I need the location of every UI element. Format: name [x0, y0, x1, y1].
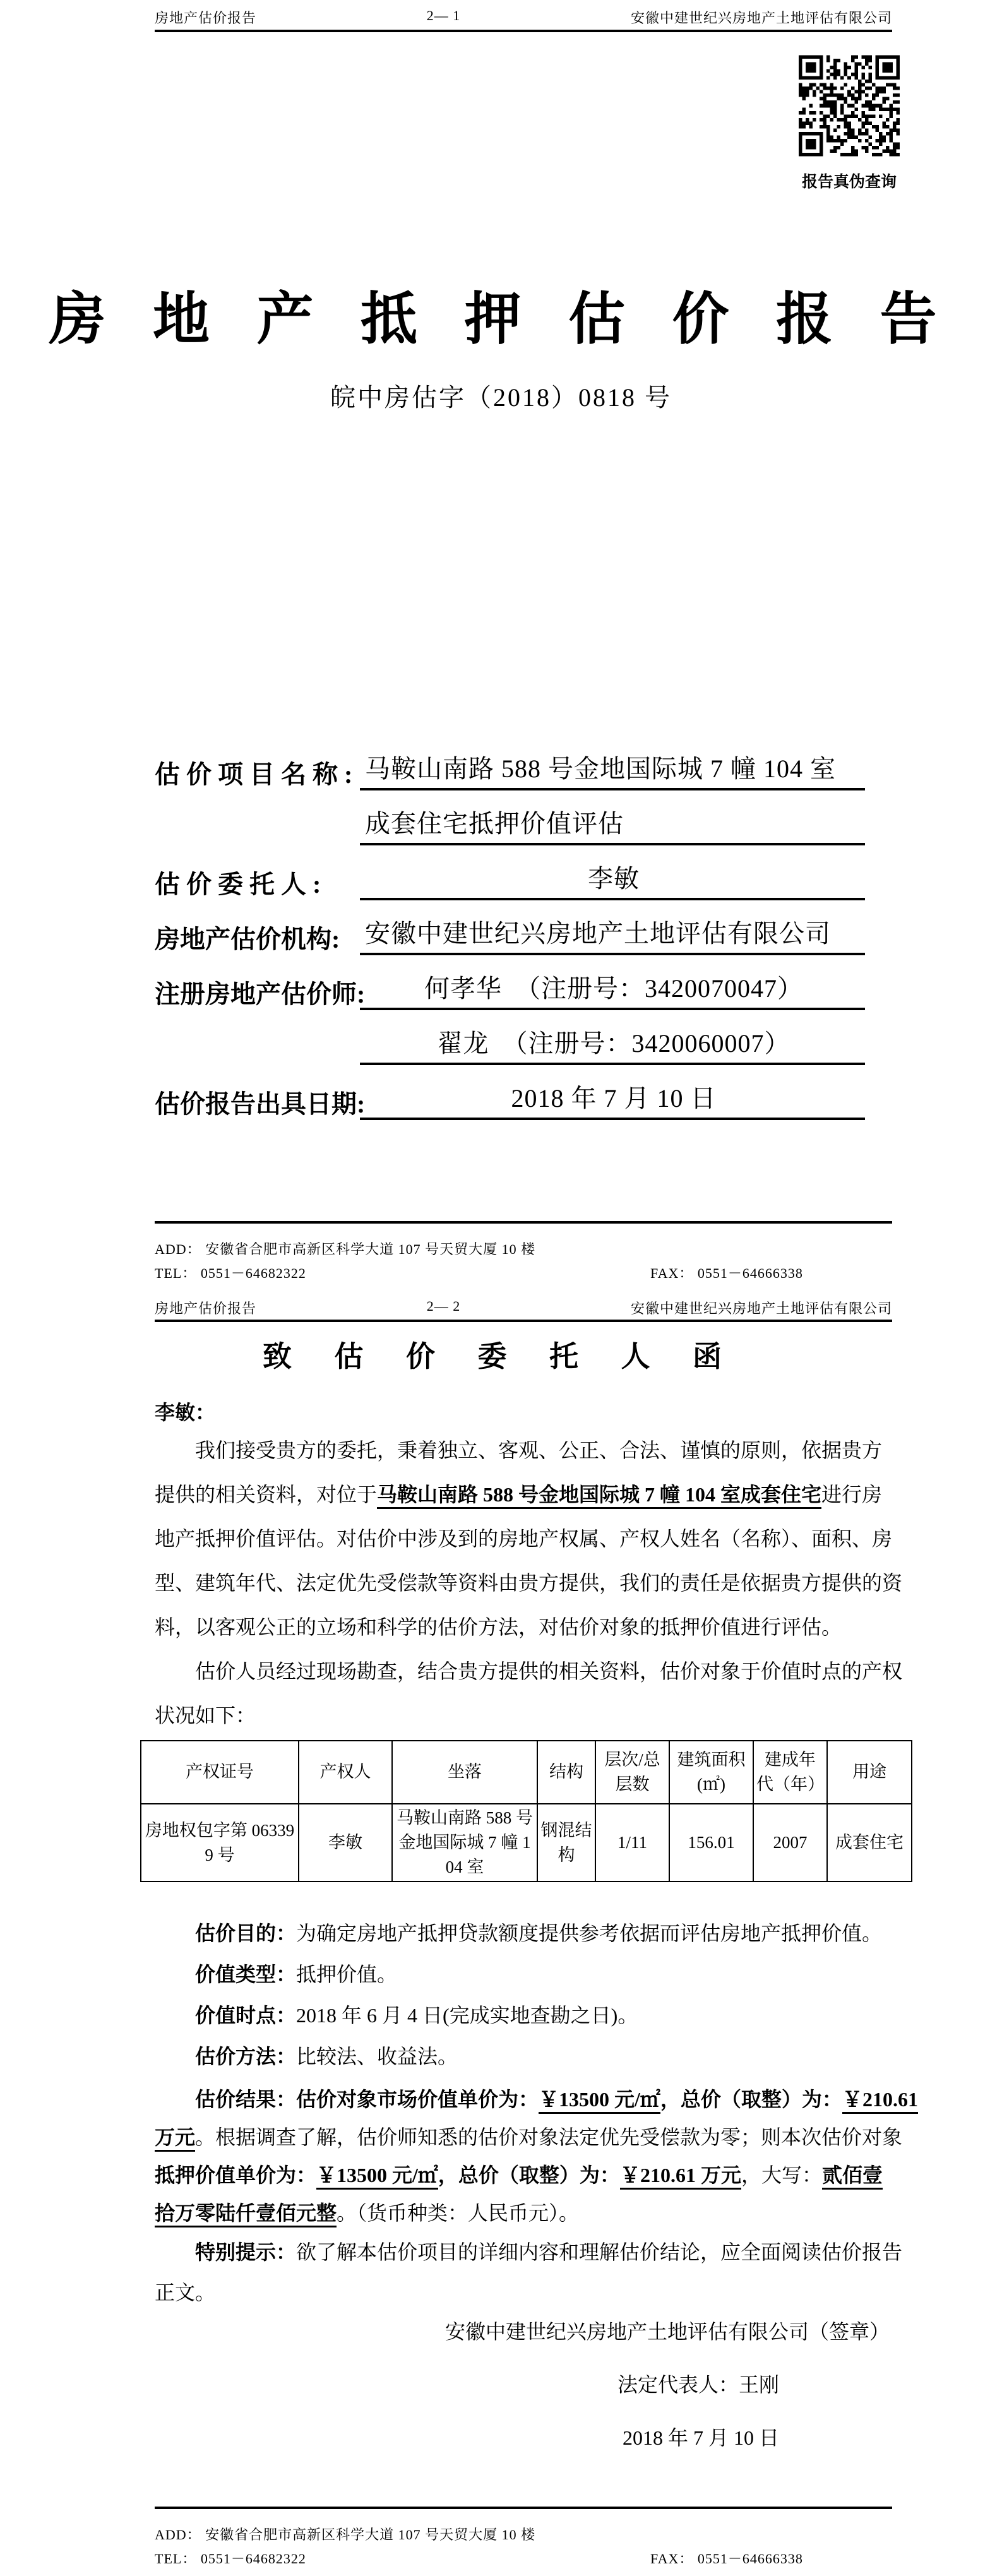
- col-header-cert-no: 产权证号: [141, 1741, 299, 1804]
- letter-line: [155, 1472, 892, 1517]
- col-header-floor: 层次/总层数: [595, 1741, 669, 1804]
- page2-running-header: [155, 1298, 892, 1318]
- result-text: ，总价（取整）为：: [438, 2164, 620, 2186]
- bullet-text: 2018 年 6 月 4 日(完成实地查勘之日)。: [296, 2004, 638, 2027]
- bullet-purpose: [155, 1913, 892, 1954]
- appraisal-summary-items: [155, 1913, 892, 2077]
- page1-footer-address: ADD： 安徽省合肥市高新区科学大道 107 号天贸大厦 10 楼: [155, 1241, 536, 1257]
- total-price-value: 万元: [155, 2126, 195, 2152]
- col-header-area: 建筑面积(㎡): [669, 1741, 753, 1804]
- footer-fax: FAX： 0551－64666338: [650, 1265, 803, 1281]
- field-value: 李敏: [360, 859, 865, 900]
- qr-code: [799, 54, 900, 158]
- special-note-line: 正文。: [155, 2281, 216, 2304]
- signature-legal-representative: 法定代表人：王刚: [617, 2373, 779, 2396]
- signature-date: 2018 年 7 月 10 日: [622, 2426, 779, 2449]
- letter-line: 料，以客观公正的立场和科学的估价方法，对估价对象的抵押价值进行评估。: [155, 1616, 842, 1638]
- result-text: 。根据调查了解，估价师知悉的估价对象法定优先受偿款为零；则本次估价对象: [195, 2126, 903, 2149]
- field-label: 房地产估价机构:: [155, 925, 340, 953]
- field-value: 翟龙 （注册号：3420060007）: [360, 1023, 865, 1065]
- letter-line: 估价人员经过现场勘查，结合贵方提供的相关资料，估价对象于价值时点的产权: [195, 1660, 903, 1683]
- letter-line: 状况如下：: [155, 1704, 256, 1727]
- cell-structure: 钢混结构: [537, 1804, 595, 1881]
- report-title: 房 地 产 抵 押 估 价 报 告: [49, 289, 953, 351]
- page1-footer-contacts: [155, 1263, 892, 1282]
- footer-tel: TEL： 0551－64682322: [155, 2551, 306, 2567]
- appraisal-result-paragraph: [155, 2080, 975, 2232]
- unit-price-value: ￥13500 元/㎡: [539, 2088, 660, 2114]
- special-note-paragraph: [155, 2232, 903, 2313]
- result-line: [155, 2194, 975, 2232]
- report-doc-number: 皖中房估字（2018）0818 号: [330, 383, 672, 412]
- running-header-page-number: 2— 2: [426, 1298, 461, 1314]
- bullet-label: 估价方法：: [195, 2045, 297, 2068]
- letter-text: 提供的相关资料，对位于: [155, 1483, 378, 1506]
- footer-tel: TEL： 0551－64682322: [155, 1265, 306, 1281]
- result-text: ，大写：: [741, 2164, 822, 2186]
- bullet-label: 价值时点：: [195, 2004, 297, 2027]
- page1-header-rule: [155, 30, 892, 32]
- field-row-appraiser-1: [155, 975, 865, 1010]
- field-label: 估价报告出具日期:: [155, 1090, 366, 1118]
- ownership-table-data-row: [141, 1804, 912, 1881]
- bullet-text: 为确定房地产抵押贷款额度提供参考依据而评估房地产抵押价值。: [296, 1922, 883, 1945]
- special-note-text: 欲了解本估价项目的详细内容和理解估价结论，应全面阅读估价报告: [296, 2241, 903, 2263]
- bullet-value-date: [155, 1995, 892, 2036]
- bullet-method: [155, 2036, 892, 2077]
- running-header-doc-type: 房地产估价报告: [155, 1301, 257, 1316]
- cell-year-built: 2007: [753, 1804, 827, 1881]
- page2-footer-contacts: [155, 2548, 892, 2568]
- bullet-label: 价值类型：: [195, 1963, 297, 1986]
- total-price-value: ￥210.61: [842, 2088, 918, 2114]
- field-value: 成套住宅抵押价值评估: [360, 804, 865, 845]
- amount-in-words: 拾万零陆仟壹佰元整: [155, 2202, 337, 2227]
- result-label: 抵押价值单价为：: [155, 2164, 317, 2186]
- cell-cert-no: 房地权包字第 063399 号: [141, 1804, 299, 1881]
- result-text: ，总价（取整）为：: [660, 2088, 842, 2111]
- footer-fax: FAX： 0551－64666338: [650, 2551, 803, 2567]
- field-value: 马鞍山南路 588 号金地国际城 7 幢 104 室: [360, 749, 865, 790]
- letter-line: 地产抵押价值评估。对估价中涉及到的房地产权属、产权人姓名（名称）、面积、房: [155, 1527, 893, 1550]
- page1-running-header: [155, 8, 892, 27]
- running-header-company: 安徽中建世纪兴房地产土地评估有限公司: [630, 1301, 892, 1316]
- result-line: [155, 2118, 975, 2156]
- result-text: 。（货币种类：人民币元）。: [337, 2202, 580, 2224]
- field-value: 2018 年 7 月 10 日: [360, 1078, 865, 1120]
- col-header-use: 用途: [827, 1741, 912, 1804]
- letter-line: 型、建筑年代、法定优先受偿款等资料由贵方提供，我们的责任是依据贵方提供的资: [155, 1571, 903, 1594]
- cell-location: 马鞍山南路 588 号金地国际城 7 幢 104 室: [392, 1804, 537, 1881]
- subject-property-text: 马鞍山南路 588 号金地国际城 7 幢 104 室成套住宅: [377, 1483, 821, 1509]
- field-row-appraiser-2: [155, 1030, 865, 1065]
- field-row-client: [155, 865, 865, 900]
- col-header-location: 坐落: [392, 1741, 537, 1804]
- field-value: 何孝华 （注册号：3420070047）: [360, 969, 865, 1010]
- field-label: 估 价 项 目 名 称 :: [155, 760, 353, 789]
- field-row-issue-date: [155, 1085, 865, 1120]
- page1-footer-rule: [155, 1221, 892, 1224]
- field-row-agency: [155, 920, 865, 955]
- bullet-label: 估价目的：: [195, 1922, 297, 1945]
- cell-owner: 李敏: [299, 1804, 392, 1881]
- page2-header-rule: [155, 1320, 892, 1322]
- letter-body: [155, 1428, 903, 1738]
- field-row-project-name: [155, 755, 865, 790]
- letter-line: 我们接受贵方的委托，秉着独立、客观、公正、合法、谨慎的原则，依据贵方: [195, 1439, 883, 1462]
- signature-company: 安徽中建世纪兴房地产土地评估有限公司（签章）: [444, 2320, 890, 2343]
- result-line: [155, 2156, 975, 2194]
- letter-text: 进行房: [821, 1483, 883, 1506]
- ownership-table: [140, 1740, 912, 1882]
- amount-in-words: 贰佰壹: [822, 2164, 883, 2190]
- col-header-owner: 产权人: [299, 1741, 392, 1804]
- running-header-company: 安徽中建世纪兴房地产土地评估有限公司: [630, 10, 892, 26]
- ownership-table-header-row: [141, 1741, 912, 1804]
- letter-title: 致 估 价 委 托 人 函: [263, 1340, 739, 1373]
- field-value: 安徽中建世纪兴房地产土地评估有限公司: [360, 914, 865, 955]
- running-header-doc-type: 房地产估价报告: [155, 10, 257, 26]
- running-header-page-number: 2— 1: [426, 8, 461, 23]
- qr-caption: 报告真伪查询: [801, 174, 897, 191]
- field-label: 估 价 委 托 人 :: [155, 870, 321, 898]
- mortgage-unit-price-value: ￥13500 元/㎡: [316, 2164, 438, 2190]
- col-header-year-built: 建成年代（年）: [753, 1741, 827, 1804]
- field-row-project-name-2: [155, 810, 865, 845]
- bullet-text: 抵押价值。: [296, 1963, 398, 1986]
- special-note-label: 特别提示：: [195, 2241, 297, 2263]
- page2-footer-rule: [155, 2507, 892, 2509]
- cell-use: 成套住宅: [827, 1804, 912, 1881]
- field-label: 注册房地产估价师:: [155, 980, 366, 1008]
- page2-footer-address: ADD： 安徽省合肥市高新区科学大道 107 号天贸大厦 10 楼: [155, 2527, 536, 2543]
- special-note-line: [155, 2232, 903, 2272]
- col-header-structure: 结构: [537, 1741, 595, 1804]
- result-label: 估价结果：估价对象市场价值单价为：: [195, 2088, 539, 2111]
- bullet-text: 比较法、收益法。: [296, 2045, 458, 2068]
- letter-salutation: 李敏：: [155, 1401, 216, 1424]
- cell-floor: 1/11: [595, 1804, 669, 1881]
- bullet-value-type: [155, 1954, 892, 1995]
- mortgage-total-price-value: ￥210.61 万元: [620, 2164, 741, 2190]
- cell-area: 156.01: [669, 1804, 753, 1881]
- result-line: [155, 2080, 975, 2118]
